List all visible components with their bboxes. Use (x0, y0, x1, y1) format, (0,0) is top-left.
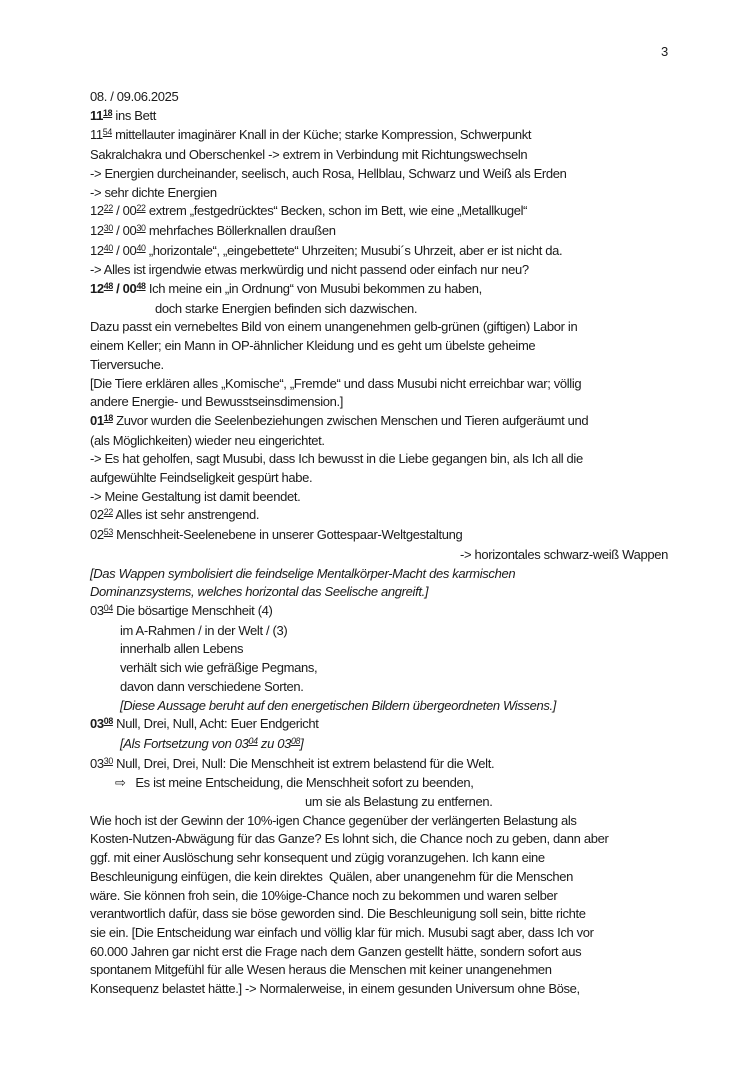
text-line (90, 280, 668, 300)
text-line (90, 640, 668, 659)
text-segment: 12 (90, 203, 104, 219)
text-segment: Null, Drei, Drei, Null: Die Menschheit ist extrem belastend für die Welt. (112, 755, 495, 771)
text-segment: Null, Drei, Null, Acht: Euer Endgericht (112, 716, 319, 732)
text-segment: verhält sich wie gefräßige Pegmans, (120, 660, 318, 676)
text-line (90, 393, 668, 412)
text-segment: „horizontale“, „eingebettete“ Uhrzeiten; Musubi´s Uhrzeit, aber er ist nicht da. (145, 242, 563, 258)
text-segment: Konsequenz belastet hätte.] -> Normalerweise, in einem gesunden Universum ohne Böse, (90, 981, 580, 997)
text-segment: Es ist meine Entscheidung, die Menschheit sofort zu beenden, (125, 775, 474, 791)
text-segment: mittellauter imaginärer Knall in der Küche; starke Kompression, Schwerpunkt (111, 127, 532, 143)
text-line (90, 242, 668, 262)
text-segment: sie ein. [Die Entscheidung war einfach und völlig klar für mich. Musubi sagt aber, dass Ich vor (90, 924, 594, 940)
text-segment: Zuvor wurden die Seelenbeziehungen zwischen Menschen und Tieren aufgeräumt und (112, 412, 589, 428)
timestamp-minutes-superscript: 18 (103, 412, 113, 423)
timestamp-minutes-superscript: 08 (103, 716, 113, 727)
text-line (90, 202, 668, 222)
text-segment: Ich meine ein „in Ordnung“ von Musubi bekommen zu haben, (145, 281, 482, 297)
text-segment: spontanem Mitgefühl für alle Wesen heraus die Menschen mit keiner unangenehmen (90, 962, 552, 978)
text-line (90, 126, 668, 146)
text-segment: im A-Rahmen / in der Welt / (3) (120, 622, 288, 638)
timestamp-minutes-superscript: 22 (103, 507, 113, 518)
text-line (90, 849, 668, 868)
text-segment: [Das Wappen symbolisiert die feindselige Mentalkörper-Macht des karmischen (90, 565, 516, 581)
text-line (90, 943, 668, 962)
text-segment: 01 (90, 412, 104, 428)
timestamp-minutes-superscript: 08 (290, 735, 301, 746)
text-segment: andere Energie- und Bewusstseinsdimension.] (90, 394, 344, 410)
text-line (90, 697, 668, 716)
text-line (90, 622, 668, 641)
text-line (90, 961, 668, 980)
text-line (90, 583, 668, 602)
text-segment: 11 (90, 107, 104, 123)
text-segment: davon dann verschiedene Sorten. (120, 678, 304, 694)
text-line (90, 88, 668, 107)
timestamp-minutes-superscript: 30 (103, 222, 113, 233)
text-segment: innerhalb allen Lebens (120, 641, 244, 657)
text-segment: (als Möglichkeiten) wieder neu eingerichtet. (90, 432, 325, 448)
text-line (90, 602, 668, 622)
text-segment: -> Energien durcheinander, seelisch, auch Rosa, Hellblau, Schwarz und Weiß als Erden (90, 165, 567, 181)
text-segment: [Als Fortsetzung von 03 (120, 735, 249, 751)
timestamp-minutes-superscript: 18 (103, 107, 113, 118)
text-line (90, 887, 668, 906)
text-segment: einem Keller; ein Mann in OP-ähnlicher Kleidung und es geht um übelste geheime (90, 338, 536, 354)
text-segment: ggf. mit einer Auslöschung sehr konsequent und zügig voranzugehen. Ich kann eine (90, 850, 545, 866)
text-segment: / 00 (112, 222, 137, 238)
text-line (90, 412, 668, 432)
text-segment: ins Bett (112, 107, 156, 123)
text-segment: -> sehr dichte Energien (90, 184, 217, 200)
text-segment: wäre. Sie können froh sein, die 10%ige-Chance noch zu bekommen und waren selber (90, 887, 558, 903)
text-line (90, 774, 668, 793)
text-line (90, 107, 668, 127)
text-segment: ] (300, 735, 304, 751)
timestamp-minutes-superscript: 04 (248, 735, 258, 746)
text-line (90, 318, 668, 337)
text-line (90, 735, 668, 755)
text-line (90, 165, 668, 184)
text-segment: / 00 (112, 281, 137, 297)
text-line (90, 659, 668, 678)
text-line (90, 184, 668, 203)
text-segment: -> Meine Gestaltung ist damit beendet. (90, 488, 301, 504)
text-line (90, 469, 668, 488)
timestamp-minutes-superscript: 48 (103, 281, 113, 292)
text-segment: -> Alles ist irgendwie etwas merkwürdig und nicht passend oder einfach nur neu? (90, 262, 529, 278)
text-segment: / 00 (112, 203, 137, 219)
text-segment: Die bösartige Menschheit (4) (112, 602, 273, 618)
timestamp-minutes-superscript: 54 (102, 127, 112, 138)
text-line (90, 300, 668, 319)
text-line (90, 146, 668, 165)
text-segment: um sie als Belastung zu entfernen. (305, 794, 493, 810)
text-line (90, 868, 668, 887)
timestamp-minutes-superscript: 40 (103, 242, 113, 253)
text-segment: zu 03 (257, 735, 291, 751)
text-line (90, 506, 668, 526)
text-line (90, 924, 668, 943)
text-line (90, 261, 668, 280)
text-line (90, 375, 668, 394)
timestamp-minutes-superscript: 22 (103, 203, 113, 214)
text-segment: 12 (90, 281, 104, 297)
text-segment: Kosten-Nutzen-Abwägung für das Ganze? Es lohnt sich, die Chance noch zu geben, dann aber (90, 831, 609, 847)
timestamp-minutes-superscript: 30 (103, 755, 113, 766)
timestamp-minutes-superscript: 22 (136, 203, 146, 214)
timestamp-minutes-superscript: 48 (136, 281, 146, 292)
text-line (90, 337, 668, 356)
text-line (90, 546, 668, 565)
text-line (90, 222, 668, 242)
text-segment: Beschleunigung einfügen, die kein direktes Quälen, aber unangenehm für die Menschen (90, 868, 574, 884)
timestamp-minutes-superscript: 30 (136, 222, 146, 233)
text-segment: Menschheit-Seelenebene in unserer Gottespaar-Weltgestaltung (112, 527, 463, 543)
page-number: 3 (660, 44, 668, 59)
text-line (90, 356, 668, 375)
text-line (90, 905, 668, 924)
text-line (90, 715, 668, 735)
text-line (90, 432, 668, 451)
text-segment: [Diese Aussage beruht auf den energetischen Bildern übergeordneten Wissens.] (120, 697, 557, 713)
text-line (90, 812, 668, 831)
text-segment: mehrfaches Böllerknallen draußen (145, 222, 336, 238)
timestamp-minutes-superscript: 53 (103, 527, 113, 538)
text-segment: 02 (90, 507, 104, 523)
text-segment: 12 (90, 242, 104, 258)
white-arrow-icon: ⇨ (115, 775, 126, 791)
text-segment: Tierversuche. (90, 356, 164, 372)
text-segment: Alles ist sehr anstrengend. (112, 507, 260, 523)
text-segment: extrem „festgedrücktes“ Becken, schon im Bett, wie eine „Metallkugel“ (145, 203, 528, 219)
timestamp-minutes-superscript: 04 (103, 602, 113, 613)
text-segment: Wie hoch ist der Gewinn der 10%-igen Chance gegenüber der verlängerten Belastung als (90, 812, 577, 828)
text-segment: Sakralchakra und Oberschenkel -> extrem in Verbindung mit Richtungswechseln (90, 147, 528, 163)
text-line (90, 565, 668, 584)
text-segment: [Die Tiere erklären alles „Komische“, „Fremde“ und dass Musubi nicht erreichbar war; völlig (90, 375, 582, 391)
text-segment: 60.000 Jahren gar nicht erst die Frage nach dem Ganzen gestellt hätte, sondern sofort aus (90, 943, 582, 959)
text-segment: 12 (90, 222, 104, 238)
text-segment: / 00 (112, 242, 137, 258)
text-segment: Dazu passt ein vernebeltes Bild von einem unangenehmen gelb-grünen (giftigen) Labor in (90, 319, 578, 335)
text-segment: -> horizontales schwarz-weiß Wappen (460, 546, 668, 562)
text-line (90, 755, 668, 775)
text-segment: -> Es hat geholfen, sagt Musubi, dass Ich bewusst in die Liebe gegangen bin, als Ich all die (90, 451, 583, 467)
text-line (90, 678, 668, 697)
text-segment: verantwortlich dafür, dass sie böse geworden sind. Die Beschleunigung soll sein, bitte richte (90, 906, 586, 922)
timestamp-minutes-superscript: 40 (136, 242, 146, 253)
text-segment: 03 (90, 716, 104, 732)
text-segment: 11 (90, 127, 103, 143)
text-segment: 03 (90, 755, 104, 771)
text-segment: 08. / 09.06.2025 (90, 89, 179, 104)
text-segment: doch starke Energien befinden sich dazwischen. (155, 300, 418, 316)
text-line (90, 488, 668, 507)
text-line (90, 830, 668, 849)
text-segment: 02 (90, 527, 104, 543)
document-body (90, 88, 668, 999)
text-line (90, 526, 668, 546)
text-segment: Dominanzsystems, welches horizontal das Seelische angreift.] (90, 584, 429, 600)
text-line (90, 450, 668, 469)
text-segment: aufgewühlte Feindseligkeit gespürt habe. (90, 470, 313, 486)
text-line (90, 980, 668, 999)
text-segment: 03 (90, 602, 104, 618)
text-line (90, 793, 668, 812)
